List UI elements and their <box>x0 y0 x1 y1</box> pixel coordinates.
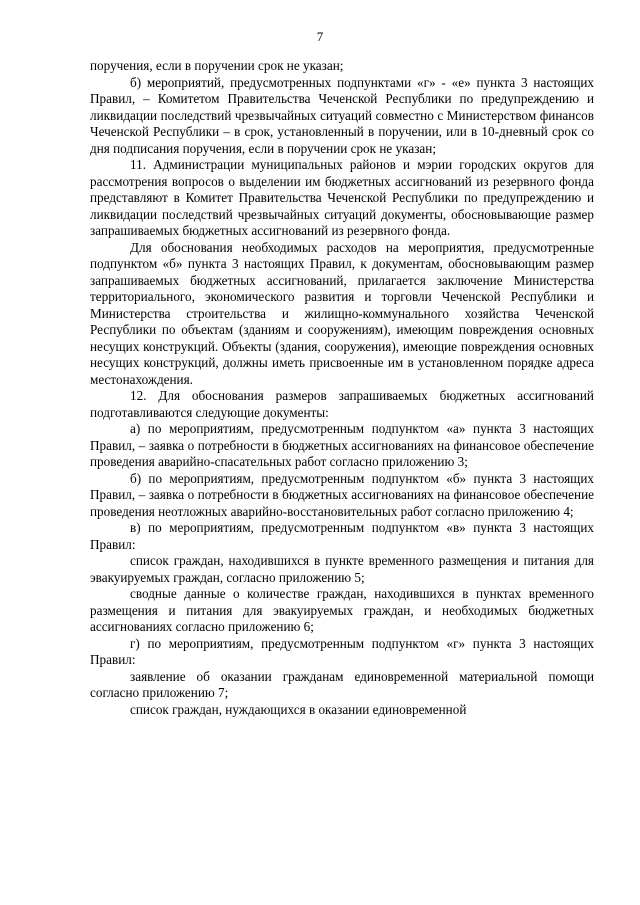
paragraph: б) мероприятий, предусмотренных подпунктами «г» - «е» пункта 3 настоящих Правил, – Комитетом Правительства Чеченской Республики по предупреждению и ликвидации последствий чрезвычайных ситуаций совместно с Министерством финансов Чеченской Республики – в срок, установленный в поручении, или в 10-дневный срок со дня подписания поручения, если в поручении срок не указан; <box>90 74 594 156</box>
paragraph: в) по мероприятиям, предусмотренным подпунктом «в» пункта 3 настоящих Правил: <box>90 520 594 552</box>
paragraph: сводные данные о количестве граждан, находившихся в пунктах временного размещения и питания для эвакуируемых граждан, и необходимых бюджетных ассигнованиях согласно приложению 6; <box>90 586 594 634</box>
paragraph: 11. Администрации муниципальных районов и мэрии городских округов для рассмотрения вопросов о выделении им бюджетных ассигнований из резервного фонда представляют в Комитет Правительства Чеченской Республики по предупреждению и ликвидации последствий чрезвычайных ситуаций документы, обосновывающие размер запрашиваемых бюджетных ассигнований из резервного фонда. <box>90 157 594 238</box>
paragraph: б) по мероприятиям, предусмотренным подпунктом «б» пункта 3 настоящих Правил, – заявка о потребности в бюджетных ассигнованиях на финансовое обеспечение проведения неотложных аварийно-восстановительных работ согласно приложению 4; <box>90 470 594 519</box>
paragraph: список граждан, нуждающихся в оказании единовременной <box>130 701 467 717</box>
paragraph: а) по мероприятиям, предусмотренным подпунктом «а» пункта 3 настоящих Правил, – заявка о потребности в бюджетных ассигнованиях на финансовое обеспечение проведения аварийно-спасательных работ согласно приложению 3; <box>90 421 594 469</box>
paragraph: заявление об оказании гражданам единовременной материальной помощи согласно приложению 7; <box>90 668 594 700</box>
page-number: 7 <box>316 29 324 44</box>
paragraph: список граждан, находившихся в пункте временного размещения и питания для эвакуируемых граждан, согласно приложению 5; <box>90 553 594 585</box>
paragraph: Для обоснования необходимых расходов на мероприятия, предусмотренные подпунктом «б» пункта 3 настоящих Правил, к документам, обосновывающим размер запрашиваемых бюджетных ассигнований, прилагается заключение Министерства территориального, экономического развития и торговли Чеченской Республики и Министерства строительства и жилищно-коммунального хозяйства Чеченской Республики по объектам (зданиям и сооружениям), имеющим повреждения основных несущих конструкций. Объекты (здания, сооружения), имеющие повреждения основных несущих конструкций, должны иметь присвоенные им в установленном порядке адреса местонахождения. <box>90 239 594 387</box>
paragraph: 12. Для обоснования размеров запрашиваемых бюджетных ассигнований подготавливаются следующие документы: <box>90 388 594 420</box>
document-body <box>90 58 594 718</box>
paragraph: поручения, если в поручении срок не указан; <box>90 58 344 73</box>
paragraph: г) по мероприятиям, предусмотренным подпунктом «г» пункта 3 настоящих Правил: <box>90 635 594 667</box>
